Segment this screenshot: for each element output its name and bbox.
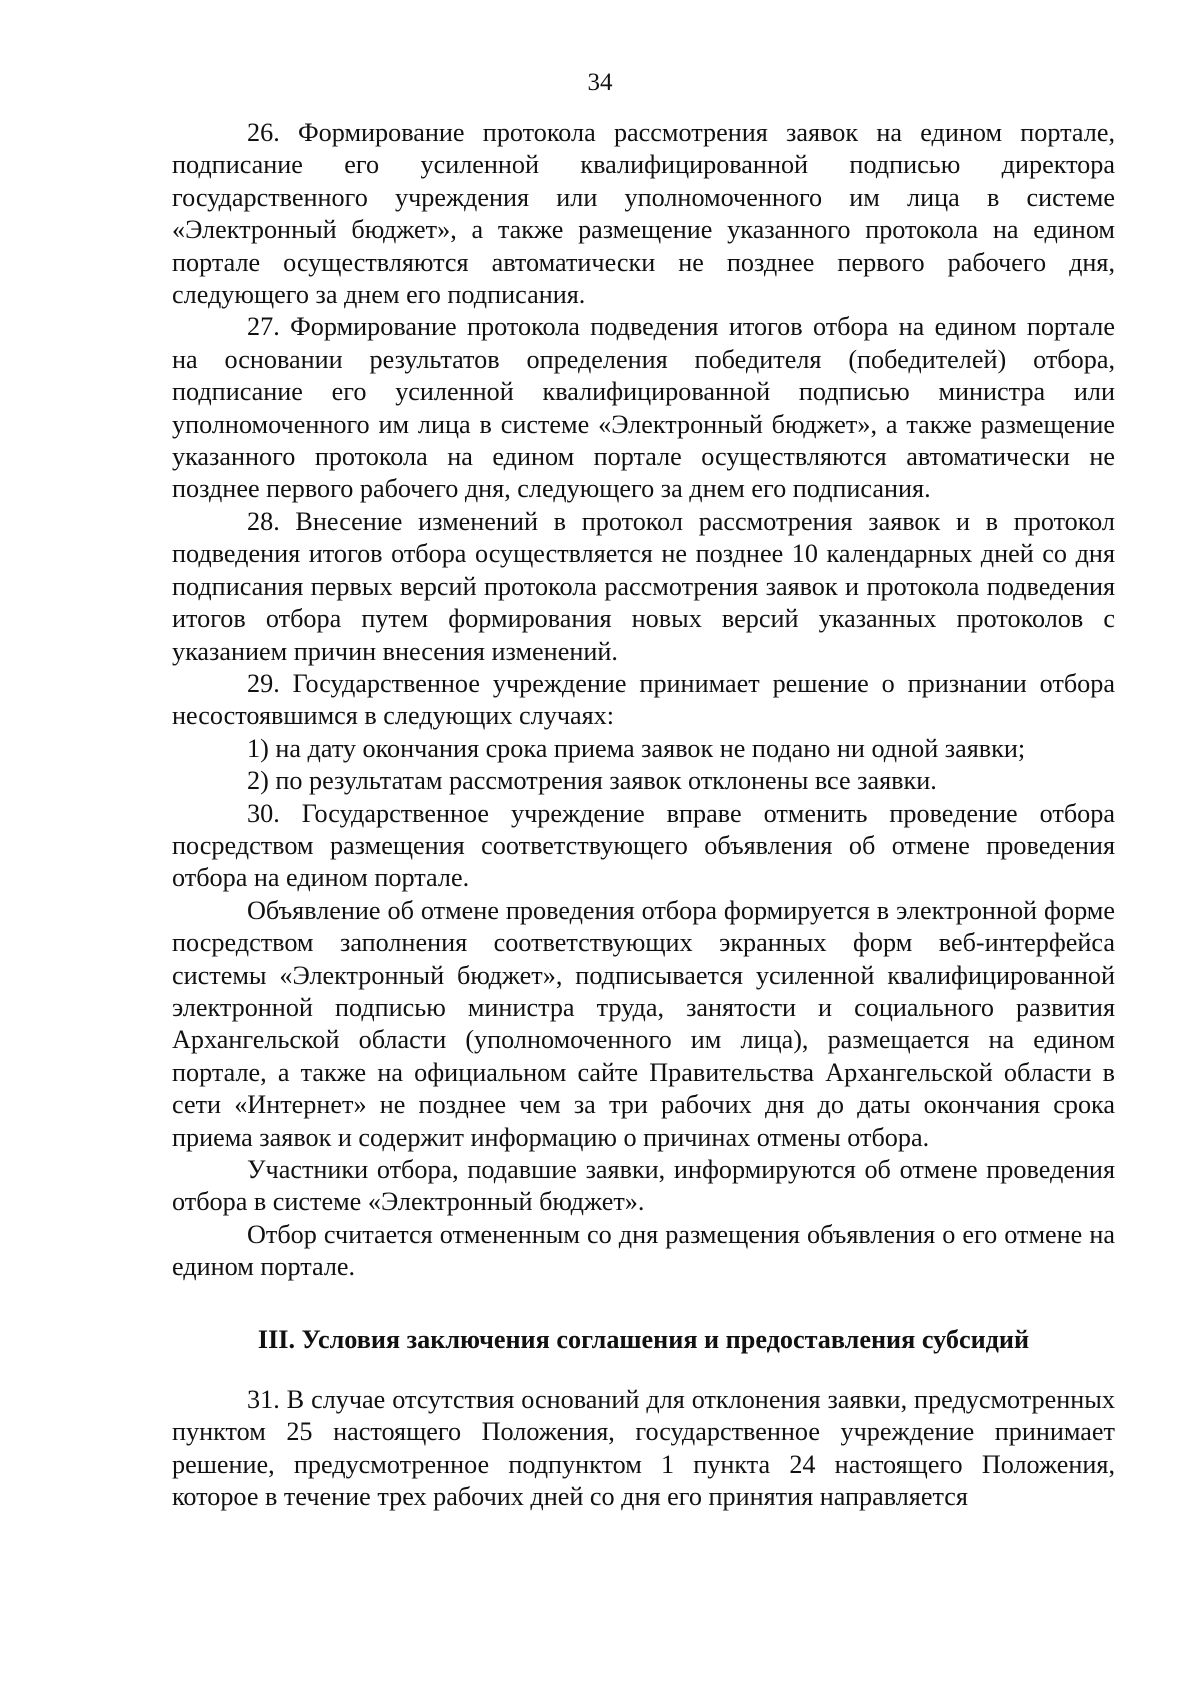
paragraph-29: 29. Государственное учреждение принимает решение о признании отбора несостоявшимся в следующих случаях: <box>172 668 1115 731</box>
paragraph-29-item-2: 2) по результатам рассмотрения заявок отклонены все заявки. <box>247 766 937 796</box>
paragraph-30-cancelled: Отбор считается отмененным со дня размещения объявления о его отмене на едином портале. <box>172 1219 1115 1282</box>
paragraph-30: 30. Государственное учреждение вправе отменить проведение отбора посредством размещения соответствующего объявления об отмене проведения отбора на едином портале. <box>172 798 1115 893</box>
document-body <box>172 117 1115 1514</box>
paragraph-31: 31. В случае отсутствия оснований для отклонения заявки, предусмотренных пунктом 25 настоящего Положения, государственное учреждение принимает решение, предусмотренное подпунктом 1 пункта 24 настоящего Положения, которое в течение трех рабочих дней со дня его принятия направляется <box>172 1385 1115 1512</box>
paragraph-27: 27. Формирование протокола подведения итогов отбора на едином портале на основании результатов определения победителя (победителей) отбора, подписание его усиленной квалифицированной подписью министра или уполномоченного им лица в системе «Электронный бюджет», а также размещение указанного протокола на едином портале осуществляются автоматически не позднее первого рабочего дня, следующего за днем его подписания. <box>172 312 1115 504</box>
paragraph-30-announcement: Объявление об отмене проведения отбора формируется в электронной форме посредством заполнения соответствующих экранных форм веб-интерфейса системы «Электронный бюджет», подписывается усиленной квалифицированной электронной подписью министра труда, занятости и социального развития Архангельской области (уполномоченного им лица), размещается на едином портале, а также на официальном сайте Правительства Архангельской области в сети «Интернет» не позднее чем за три рабочих дня до даты окончания срока приема заявок и содержит информацию о причинах отмены отбора. <box>172 895 1115 1152</box>
paragraph-29-item-1: 1) на дату окончания срока приема заявок не подано ни одной заявки; <box>247 733 1026 763</box>
paragraph-26: 26. Формирование протокола рассмотрения заявок на едином портале, подписание его усиленной квалифицированной подписью директора государственного учреждения или уполномоченного им лица в системе «Электронный бюджет», а также размещение указанного протокола на едином портале осуществляются автоматически не позднее первого рабочего дня, следующего за днем его подписания. <box>172 118 1115 310</box>
paragraph-30-participants: Участники отбора, подавшие заявки, информируются об отмене проведения отбора в системе «Электронный бюджет». <box>172 1155 1115 1217</box>
paragraph-28: 28. Внесение изменений в протокол рассмотрения заявок и в протокол подведения итогов отбора осуществляется не позднее 10 календарных дней со дня подписания первых версий протокола рассмотрения заявок и протокола подведения итогов отбора путем формирования новых версий указанных протоколов с указанием причин внесения изменений. <box>172 506 1115 666</box>
section-heading: III. Условия заключения соглашения и предоставления субсидий <box>257 1324 1030 1354</box>
page-number: 34 <box>587 69 613 96</box>
